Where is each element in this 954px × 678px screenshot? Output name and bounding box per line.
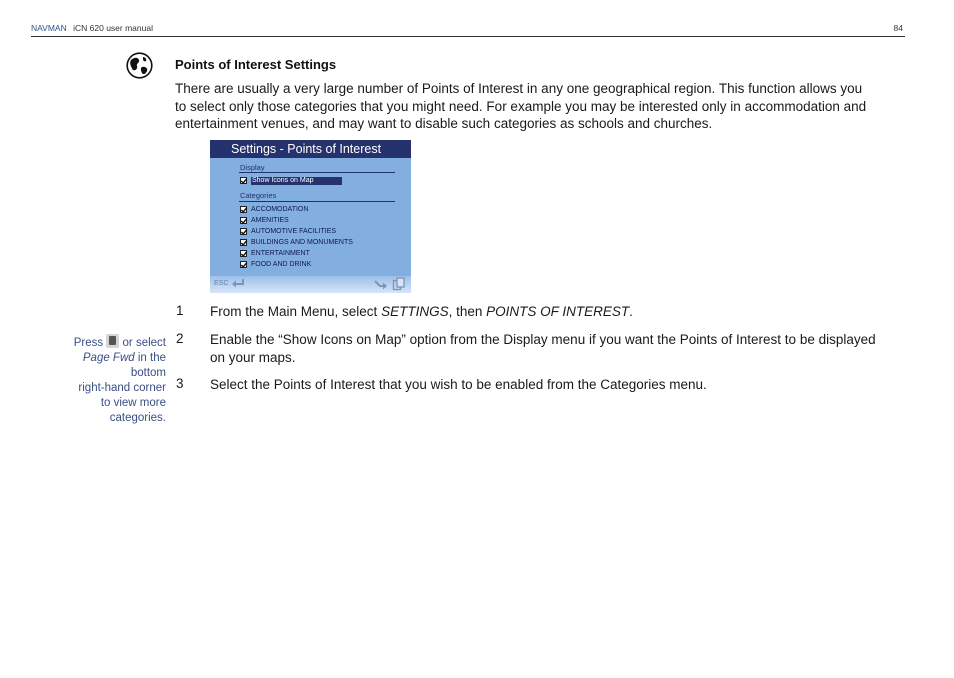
- step-text-part: From the Main Menu, select: [210, 304, 382, 319]
- page-forward-icon[interactable]: [392, 277, 406, 291]
- note-line: to view more: [100, 397, 166, 409]
- checkmark-icon: [240, 177, 248, 185]
- brand-name: NAVMAN: [31, 23, 67, 33]
- note-page-fwd: Page Fwd: [82, 352, 135, 364]
- note-line: categories.: [109, 412, 166, 424]
- category-label: BUILDINGS AND MONUMENTS: [251, 239, 353, 246]
- category-label: ACCOMODATION: [251, 206, 309, 213]
- category-label: AMENITIES: [251, 217, 289, 224]
- display-divider: [239, 172, 395, 173]
- step-number: 2: [176, 331, 184, 346]
- menu-name-poi: POINTS OF INTEREST: [486, 304, 630, 319]
- screen-title-bar: [210, 140, 411, 158]
- checkbox[interactable]: [240, 261, 247, 268]
- header-divider: [31, 36, 905, 37]
- back-arrow-icon[interactable]: [374, 278, 388, 290]
- esc-label[interactable]: ESC: [214, 280, 229, 287]
- step-2-text: [210, 331, 900, 366]
- section-title: Points of Interest Settings: [175, 57, 337, 72]
- intro-line: entertainment venues, and may want to disable such categories as schools and churches.: [175, 116, 713, 131]
- intro-line: to select only those categories that you might need. For example you may be interested only in accommodation and: [175, 98, 867, 114]
- note-line: [52, 351, 166, 366]
- page-number: 84: [893, 23, 903, 33]
- checkbox[interactable]: [240, 206, 247, 213]
- checkbox[interactable]: [240, 239, 247, 246]
- step-line: Enable the “Show Icons on Map” option from the Display menu if you want the Points of Interest to be displayed: [210, 332, 876, 347]
- note-line: bottom: [130, 367, 166, 379]
- intro-paragraph: [175, 80, 895, 133]
- note-text: Press: [73, 337, 104, 349]
- category-label: FOOD AND DRINK: [251, 261, 312, 268]
- checkbox[interactable]: [240, 250, 247, 257]
- categories-divider: [239, 201, 395, 202]
- categories-heading: Categories: [240, 191, 277, 200]
- note-line: right-hand corner: [78, 382, 166, 394]
- display-heading: Display: [240, 163, 265, 172]
- checkmark-icon: [240, 217, 248, 225]
- step-1-text: [210, 303, 900, 321]
- checkmark-icon: [240, 250, 248, 258]
- checkbox[interactable]: [240, 177, 247, 184]
- category-label: ENTERTAINMENT: [251, 250, 310, 257]
- step-line: on your maps.: [210, 349, 296, 365]
- checkmark-icon: [240, 206, 248, 214]
- page-forward-key-icon: [106, 334, 119, 348]
- checkbox[interactable]: [240, 228, 247, 235]
- esc-arrow-icon[interactable]: [231, 278, 245, 290]
- menu-name-settings: SETTINGS: [381, 304, 449, 319]
- globe-icon: [126, 52, 153, 79]
- step-number: 3: [176, 376, 184, 391]
- note-line: [52, 334, 166, 351]
- show-icons-label: Show Icons on Map: [251, 177, 342, 185]
- poi-settings-screen: [210, 140, 411, 293]
- step-number: 1: [176, 303, 184, 318]
- side-note: [52, 334, 166, 426]
- step-text-part: , then: [448, 304, 487, 319]
- step-line: Select the Points of Interest that you wish to be enabled from the Categories menu.: [210, 377, 707, 392]
- note-text: in the: [137, 352, 166, 364]
- step-3-text: [210, 376, 900, 394]
- screen-title: Settings - Points of Interest: [231, 142, 382, 156]
- category-label: AUTOMOTIVE FACILITIES: [251, 228, 337, 235]
- step-text-part: .: [629, 304, 633, 319]
- checkmark-icon: [240, 239, 248, 247]
- note-text: or select: [122, 337, 166, 349]
- checkbox[interactable]: [240, 217, 247, 224]
- intro-line: There are usually a very large number of Points of Interest in any one geographical region. This function allows you: [175, 81, 863, 96]
- screen-softkey-bar: [210, 276, 411, 293]
- checkmark-icon: [240, 228, 248, 236]
- checkmark-icon: [240, 261, 248, 269]
- manual-title: iCN 620 user manual: [73, 23, 153, 33]
- page-header: [31, 23, 905, 35]
